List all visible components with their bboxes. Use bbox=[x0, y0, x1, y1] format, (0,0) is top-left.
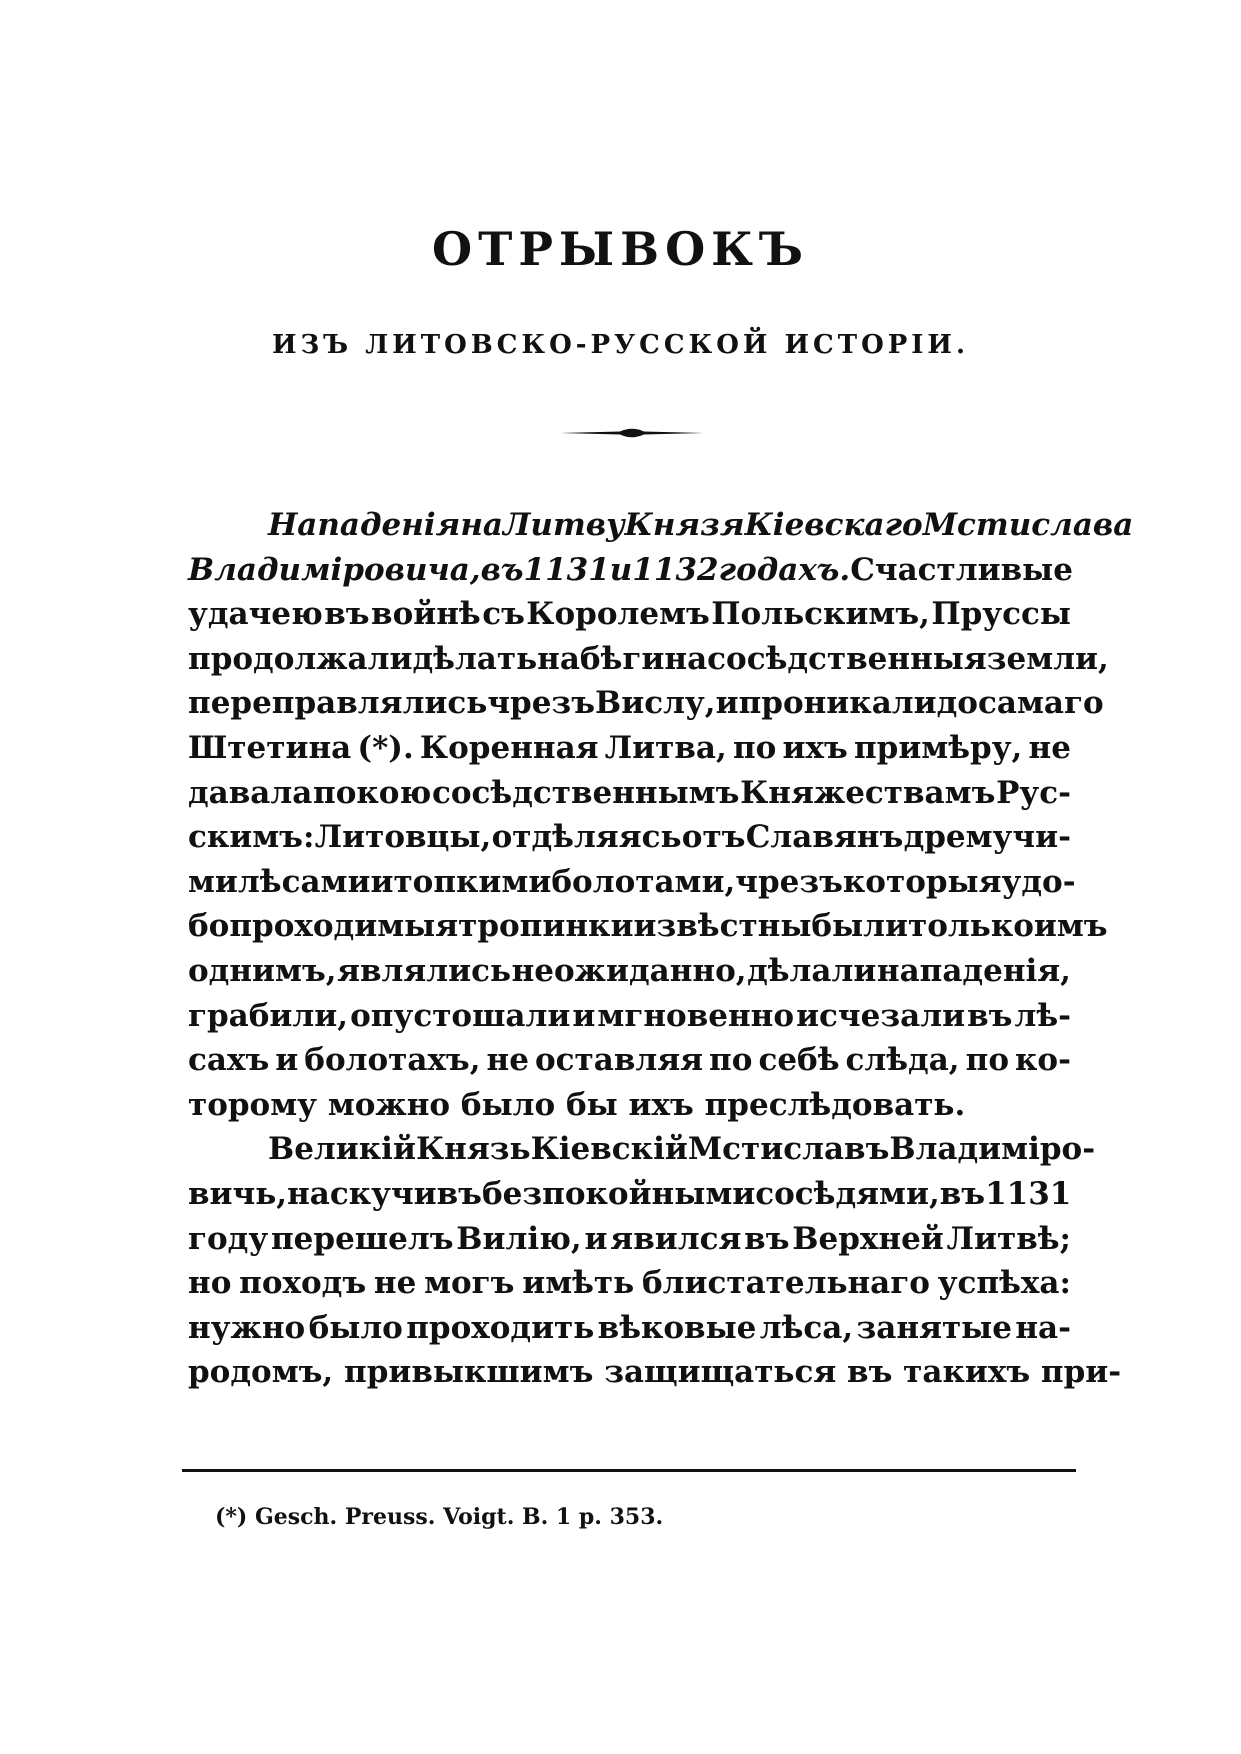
text-line: ми лѣсами и топкими болотами, чрезъ которыя удо- bbox=[188, 863, 1076, 900]
text-line: бопроходимыя тропинки извѣстны были только имъ bbox=[188, 908, 1108, 945]
text-line: Владиміровича, въ 1131 и 1132 годахъ. Счастливые bbox=[188, 551, 1073, 588]
text-line: году перешелъ Вилію, и явился въ Верхней Литвѣ; bbox=[188, 1220, 1071, 1257]
text-line: родомъ, привыкшимъ защищаться въ такихъ при- bbox=[188, 1354, 1122, 1391]
page-subtitle: ИЗЪ ЛИТОВСКО-РУССКОЙ ИСТОРІИ. bbox=[271, 330, 970, 360]
ornament-divider-icon bbox=[560, 426, 704, 440]
text-line: нужно было проходить вѣковые лѣса, занятые на- bbox=[188, 1309, 1071, 1346]
text-line: удачею въ войнѣ съ Королемъ Польскимъ, Пруссы bbox=[188, 596, 1071, 633]
text-line: Штетина (*). Коренная Литва, по ихъ примѣру, не bbox=[188, 729, 1071, 766]
text-line: грабили, опустошали и мгновенно исчезали въ лѣ- bbox=[188, 997, 1071, 1034]
text-line: скимъ: Литовцы, отдѣляясь отъ Славянъ дремучи- bbox=[188, 819, 1071, 856]
footnote: (*) Gesch. Preuss. Voigt. B. 1 p. 353. bbox=[215, 1504, 664, 1530]
text-line: давала покою сосѣдственнымъ Княжествамъ Рус- bbox=[188, 774, 1071, 811]
body-text bbox=[188, 503, 1134, 1395]
text-line: Нападенія на Литву Князя Кіевскаго Мстислава bbox=[268, 507, 1134, 543]
footnote-rule bbox=[182, 1469, 1076, 1472]
text-line: переправлялись чрезъ Вислу, и проникали до самаго bbox=[188, 685, 1104, 722]
text-line: но походъ не могъ имѣть блистательнаго успѣха: bbox=[188, 1265, 1071, 1302]
text-line: сахъ и болотахъ, не оставляя по себѣ слѣда, по ко- bbox=[188, 1042, 1071, 1079]
text-line: торому можно было бы ихъ преслѣдовать. bbox=[188, 1086, 966, 1123]
page-title: ОТРЫВОКЪ bbox=[432, 222, 809, 276]
text-line: Великій Князь Кіевскій Мстиславъ Владиміро- bbox=[268, 1131, 1096, 1168]
text-line: вичь, наскучивъ безпокойными сосѣдями, въ 1131 bbox=[188, 1175, 1072, 1212]
text-line: продолжали дѣлать набѣги на сосѣдственныя земли, bbox=[188, 640, 1109, 677]
text-line: однимъ, являлись неожиданно, дѣлали нападенія, bbox=[188, 952, 1071, 989]
